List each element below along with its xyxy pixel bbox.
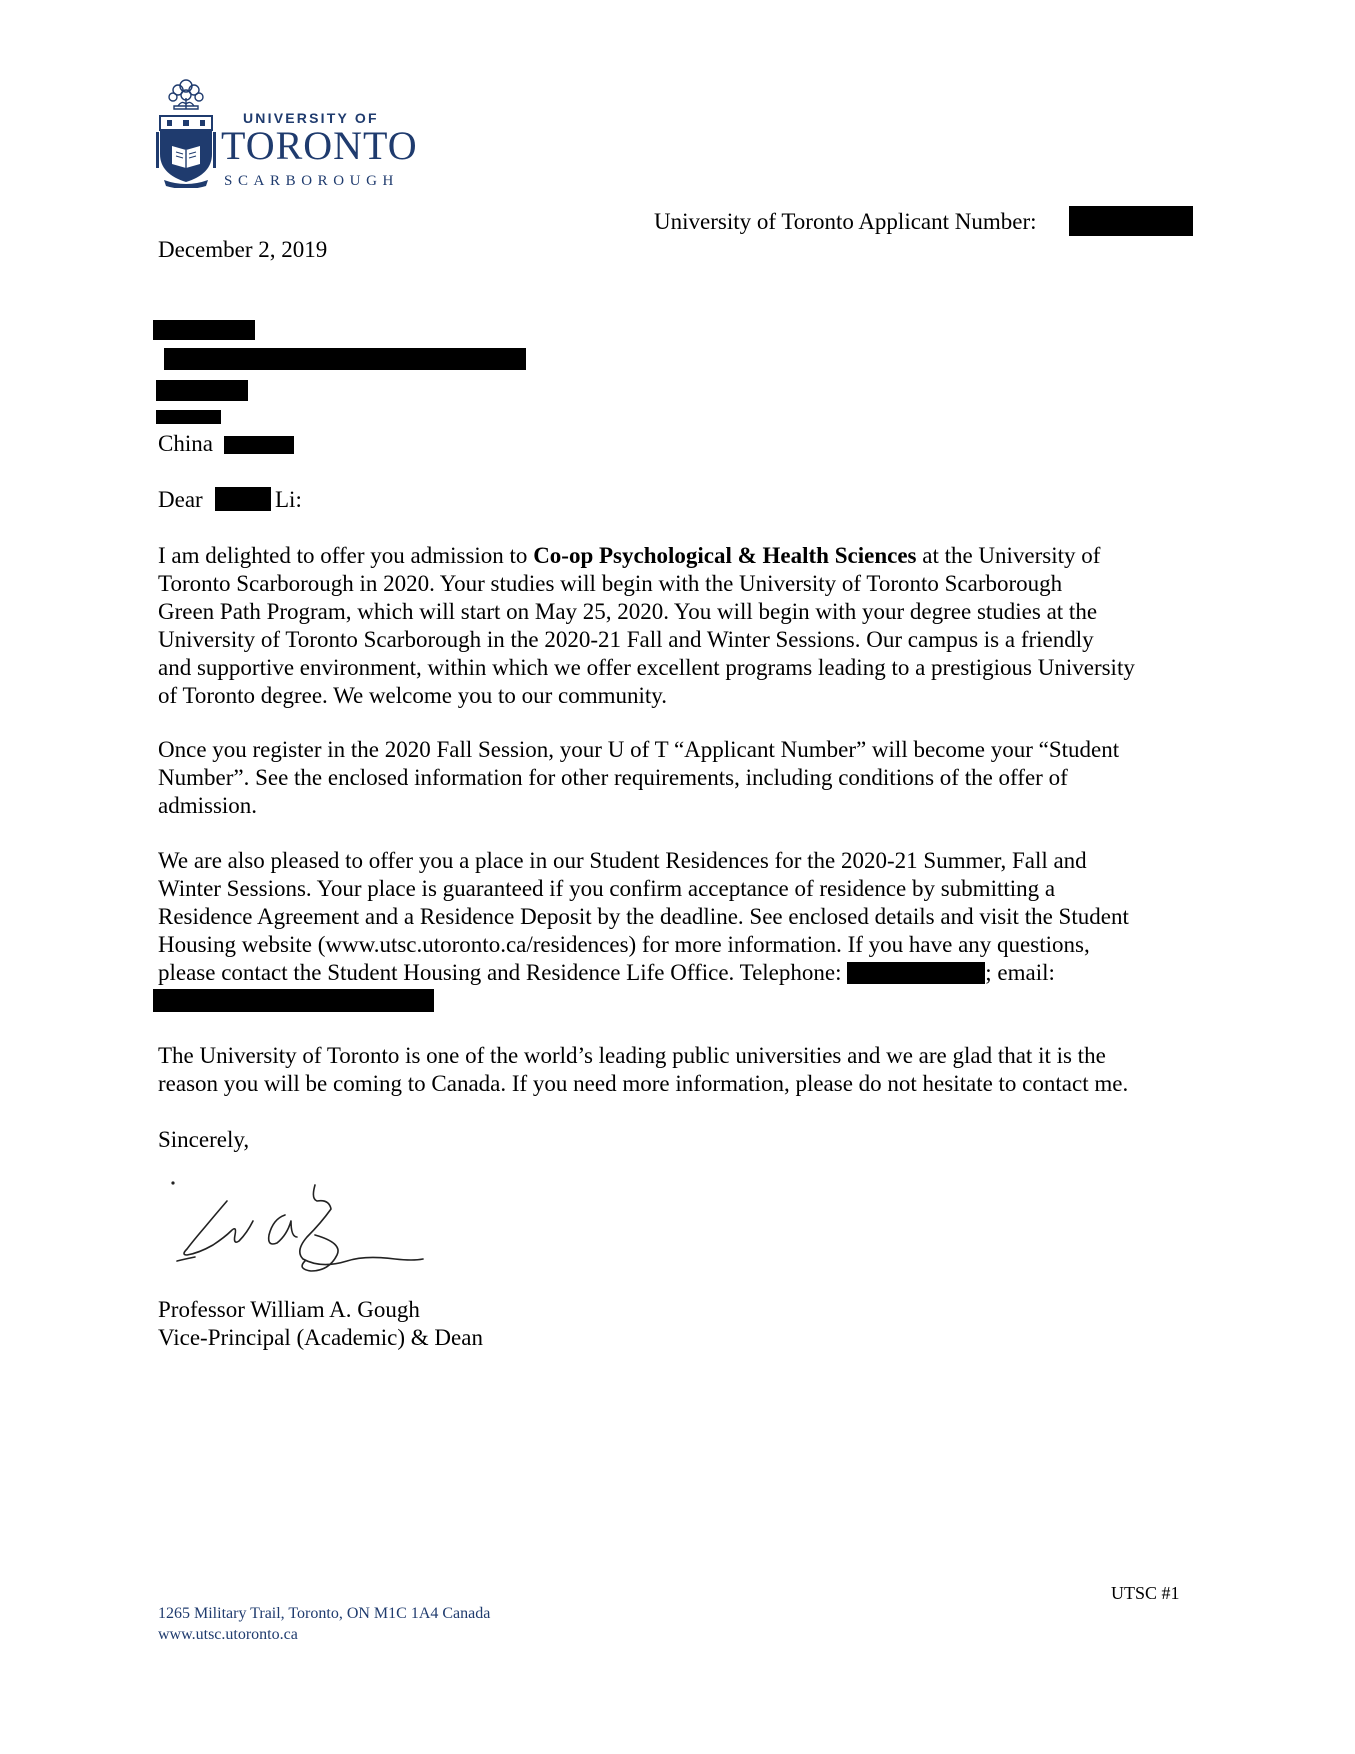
- paragraph-line: Once you register in the 2020 Fall Session, your U of T “Applicant Number” will become your “Student: [158, 737, 1120, 762]
- footer-address: 1265 Military Trail, Toronto, ON M1C 1A4 Canada: [158, 1605, 491, 1622]
- paragraph-line: Green Path Program, which will start on May 25, 2020. You will begin with your degree studies at the: [158, 599, 1098, 624]
- address-line-redacted: [156, 410, 221, 424]
- paragraph-line: [158, 959, 1218, 987]
- address-line-redacted: [156, 380, 248, 401]
- letter-date: December 2, 2019: [158, 237, 328, 262]
- salutation-prefix: Dear: [158, 487, 203, 512]
- postal-code-redacted: [224, 436, 294, 454]
- paragraph-line: University of Toronto Scarborough in the 2020-21 Fall and Winter Sessions. Our campus is a friendly: [158, 627, 1094, 652]
- paragraph-line: of Toronto degree. We welcome you to our community.: [158, 683, 668, 708]
- paragraph-line: Housing website (www.utsc.utoronto.ca/residences) for more information. If you have any questions,: [158, 932, 1090, 957]
- footer-website: www.utsc.utoronto.ca: [158, 1626, 298, 1643]
- applicant-number-label: University of Toronto Applicant Number:: [654, 209, 1037, 234]
- address-country-text: China: [158, 431, 213, 456]
- email-redacted: [153, 989, 434, 1012]
- university-crest-icon: [156, 76, 216, 188]
- program-name: Co-op Psychological & Health Sciences: [533, 543, 917, 568]
- address-country: [158, 430, 213, 458]
- body-paragraph-closing: [158, 1042, 1218, 1098]
- paragraph-line: Number”. See the enclosed information for other requirements, including conditions of the offer of: [158, 765, 1068, 790]
- applicant-number-redacted: [1069, 206, 1193, 236]
- body-paragraph-student-number: [158, 736, 1218, 820]
- signer-name: Professor William A. Gough: [158, 1297, 420, 1322]
- signer-title: Vice-Principal (Academic) & Dean: [158, 1325, 483, 1350]
- salutation-suffix: Li:: [275, 487, 302, 512]
- contact-text: please contact the Student Housing and Residence Life Office. Telephone:: [158, 960, 848, 985]
- telephone-redacted: [847, 962, 985, 984]
- admission-intro-text: I am delighted to offer you admission to: [158, 543, 534, 568]
- paragraph-line: The University of Toronto is one of the world’s leading public universities and we are glad that it is the: [158, 1043, 1106, 1068]
- paragraph-line: Winter Sessions. Your place is guaranteed if you confirm acceptance of residence by submitting a: [158, 876, 1056, 901]
- paragraph-line: [158, 542, 1218, 570]
- valediction: Sincerely,: [158, 1127, 250, 1152]
- paragraph-line: reason you will be coming to Canada. If you need more information, please do not hesitate to contact me.: [158, 1071, 1129, 1096]
- paragraph-line: and supportive environment, within which we offer excellent programs leading to a prestigious University: [158, 655, 1135, 680]
- email-label: ; email:: [985, 960, 1055, 985]
- body-paragraph-residence: [158, 847, 1218, 987]
- address-line-redacted: [164, 348, 526, 370]
- paragraph-line: admission.: [158, 793, 258, 818]
- logo-toronto-text: TORONTO: [221, 123, 418, 168]
- body-paragraph-admission: [158, 542, 1218, 710]
- address-line-redacted: [153, 320, 255, 340]
- paragraph-line: Residence Agreement and a Residence Deposit by the deadline. See enclosed details and visit the Student: [158, 904, 1129, 929]
- page-code: UTSC #1: [1111, 1583, 1180, 1603]
- handwritten-signature-icon: [165, 1175, 435, 1285]
- logo-university-of-text: UNIVERSITY OF: [243, 110, 379, 126]
- admission-intro-tail: at the University of: [916, 543, 1101, 568]
- paragraph-line: We are also pleased to offer you a place in our Student Residences for the 2020-21 Summer, Fall and: [158, 848, 1087, 873]
- first-name-redacted: [215, 487, 271, 511]
- paragraph-line: Toronto Scarborough in 2020. Your studies will begin with the University of Toronto Scarborough: [158, 571, 1063, 596]
- logo-scarborough-text: SCARBOROUGH: [224, 173, 399, 189]
